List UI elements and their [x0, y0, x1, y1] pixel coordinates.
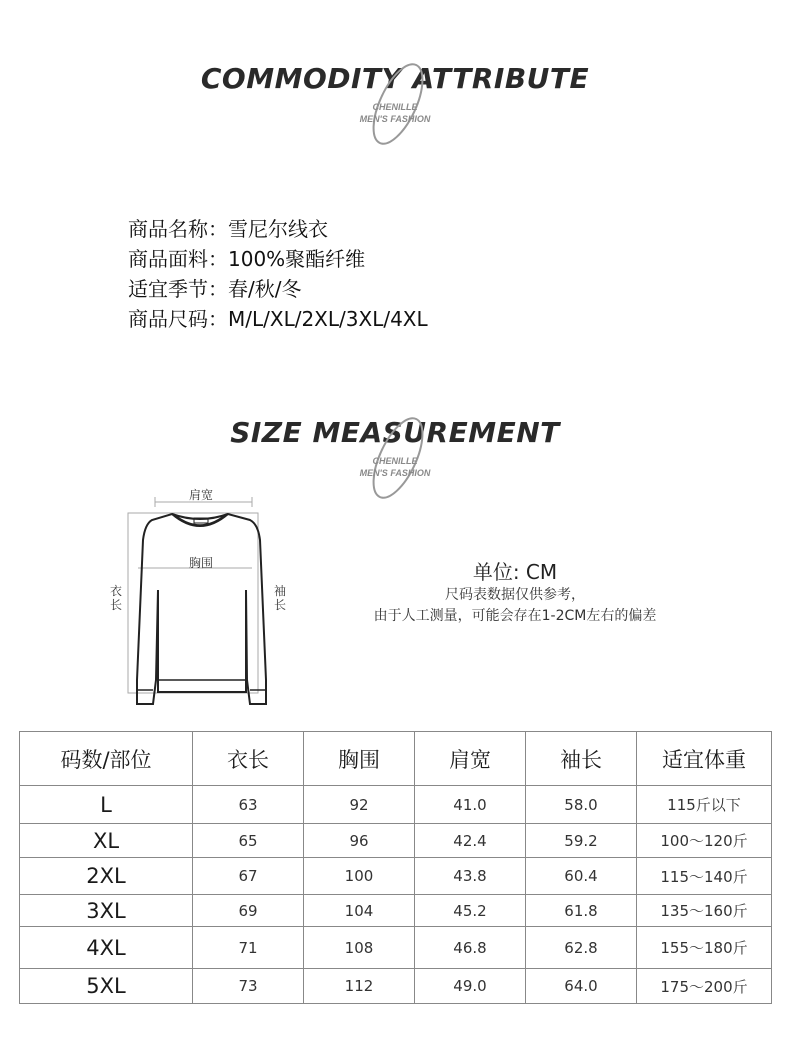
attribute-row [128, 274, 428, 304]
table-cell: 115斤以下 [637, 786, 772, 824]
table-cell: 59.2 [526, 824, 637, 858]
chest-label: 胸围 [189, 556, 214, 570]
table-cell: 100～120斤 [637, 824, 772, 858]
sleeve-label: 袖长 [274, 584, 287, 612]
table-cell: 46.8 [415, 927, 526, 969]
table-cell: 41.0 [415, 786, 526, 824]
sweater-diagram [100, 480, 300, 710]
attribute-label: 商品名称： [128, 217, 228, 241]
table-cell: 73 [193, 969, 304, 1004]
table-row [20, 786, 772, 824]
table-cell: 69 [193, 895, 304, 927]
table-row [20, 858, 772, 895]
sweater-outline-icon [100, 480, 300, 710]
table-cell: 92 [304, 786, 415, 824]
table-row [20, 927, 772, 969]
unit-title: 单位: CM [472, 560, 558, 584]
banner-title: COMMODITY ATTRIBUTE [200, 62, 590, 95]
table-header-row [20, 732, 772, 786]
attribute-row [128, 304, 428, 334]
banner-title: SIZE MEASUREMENT [230, 416, 560, 449]
header-sleeve: 袖长 [526, 732, 637, 786]
size-cell: 3XL [20, 895, 193, 927]
table-row [20, 969, 772, 1004]
table-cell: 155～180斤 [637, 927, 772, 969]
attribute-value: 100%聚酯纤维 [228, 247, 366, 271]
table-cell: 60.4 [526, 858, 637, 895]
banner-sub-line2: MEN'S FASHION [359, 114, 431, 124]
size-cell: 5XL [20, 969, 193, 1004]
table-cell: 63 [193, 786, 304, 824]
header-weight: 适宜体重 [637, 732, 772, 786]
attribute-value: M/L/XL/2XL/3XL/4XL [228, 307, 428, 331]
size-cell: L [20, 786, 193, 824]
banner-sub-line1: CHENILLE [372, 456, 418, 466]
banner-sub-line1: CHENILLE [372, 102, 418, 112]
table-cell: 112 [304, 969, 415, 1004]
attribute-value: 春/秋/冬 [228, 277, 302, 301]
table-cell: 43.8 [415, 858, 526, 895]
table-cell: 61.8 [526, 895, 637, 927]
attribute-label: 适宜季节： [128, 277, 228, 301]
table-cell: 64.0 [526, 969, 637, 1004]
size-table [19, 731, 772, 1004]
attribute-label: 商品面料： [128, 247, 228, 271]
header-chest: 胸围 [304, 732, 415, 786]
table-cell: 49.0 [415, 969, 526, 1004]
commodity-attribute-banner [0, 62, 790, 162]
table-cell: 67 [193, 858, 304, 895]
table-cell: 65 [193, 824, 304, 858]
attribute-row [128, 244, 428, 274]
unit-note-1: 尺码表数据仅供参考， [445, 587, 585, 603]
table-cell: 100 [304, 858, 415, 895]
size-cell: XL [20, 824, 193, 858]
table-cell: 135～160斤 [637, 895, 772, 927]
table-cell: 96 [304, 824, 415, 858]
table-cell: 58.0 [526, 786, 637, 824]
unit-note-2: 由于人工测量，可能会存在1-2CM左右的偏差 [373, 608, 657, 624]
attribute-label: 商品尺码： [128, 307, 228, 331]
banner-sub-line2: MEN'S FASHION [359, 468, 431, 478]
size-cell: 4XL [20, 927, 193, 969]
table-cell: 108 [304, 927, 415, 969]
attribute-row [128, 214, 428, 244]
table-cell: 115～140斤 [637, 858, 772, 895]
table-row [20, 895, 772, 927]
header-shoulder: 肩宽 [415, 732, 526, 786]
attribute-list [128, 214, 428, 334]
table-cell: 71 [193, 927, 304, 969]
header-length: 衣长 [193, 732, 304, 786]
table-cell: 175～200斤 [637, 969, 772, 1004]
table-cell: 42.4 [415, 824, 526, 858]
header-size: 码数/部位 [20, 732, 193, 786]
table-row [20, 824, 772, 858]
size-cell: 2XL [20, 858, 193, 895]
attribute-value: 雪尼尔线衣 [228, 217, 328, 241]
table-cell: 45.2 [415, 895, 526, 927]
length-label: 衣长 [110, 584, 123, 612]
table-cell: 104 [304, 895, 415, 927]
table-cell: 62.8 [526, 927, 637, 969]
shoulder-label: 肩宽 [189, 488, 214, 502]
